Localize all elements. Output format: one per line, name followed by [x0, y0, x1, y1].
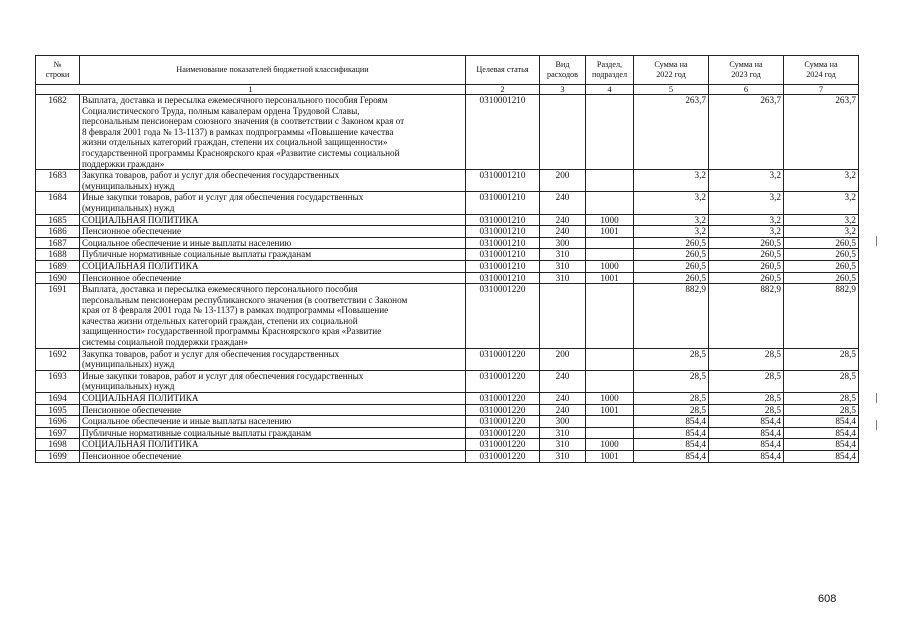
- row-number-cell: 1698: [36, 439, 80, 451]
- row-number-cell: 1683: [36, 170, 80, 192]
- section-cell: [586, 370, 634, 392]
- table-row: [36, 192, 859, 214]
- column-number-row: [36, 85, 859, 95]
- sum-2022-cell: 263,7: [634, 95, 709, 170]
- column-number: 5: [634, 85, 709, 95]
- name-line: края от 8 февраля 2001 года № 13-1137) в рамках подпрограммы «Повышение: [82, 305, 389, 316]
- header-section: Раздел, подраздел: [586, 56, 634, 85]
- row-number-cell: 1685: [36, 214, 80, 226]
- expense-type-cell: 240: [540, 214, 586, 226]
- expense-type-cell: 300: [540, 416, 586, 428]
- expense-type-cell: [540, 95, 586, 170]
- sum-2022-cell: 3,2: [634, 214, 709, 226]
- table-row: [36, 370, 859, 392]
- name-line: Пенсионное обеспечение: [82, 404, 182, 415]
- column-number: 6: [709, 85, 784, 95]
- sum-2024-cell: 854,4: [784, 427, 859, 439]
- section-cell: [586, 237, 634, 249]
- row-number-cell: 1696: [36, 416, 80, 428]
- name-line: Пенсионное обеспечение: [82, 272, 182, 283]
- sum-2022-cell: 3,2: [634, 226, 709, 238]
- table-row: [36, 237, 859, 249]
- sum-2022-cell: 28,5: [634, 404, 709, 416]
- budget-table: [35, 55, 859, 463]
- indicator-name-cell: [80, 427, 466, 439]
- target-article-cell: 0310001210: [466, 170, 540, 192]
- indicator-name-cell: [80, 404, 466, 416]
- sum-2024-cell: 882,9: [784, 284, 859, 349]
- sum-2023-cell: 3,2: [709, 170, 784, 192]
- target-article-cell: 0310001210: [466, 272, 540, 284]
- name-line: поддержки граждан»: [82, 158, 165, 169]
- target-article-cell: 0310001220: [466, 439, 540, 451]
- indicator-name-cell: [80, 370, 466, 392]
- indicator-name-cell: [80, 214, 466, 226]
- target-article-cell: 0310001210: [466, 95, 540, 170]
- column-number: 3: [540, 85, 586, 95]
- expense-type-cell: 240: [540, 192, 586, 214]
- section-cell: 1001: [586, 272, 634, 284]
- table-body: [36, 95, 859, 463]
- sum-2023-cell: 854,4: [709, 439, 784, 451]
- sum-2023-cell: 263,7: [709, 95, 784, 170]
- sum-2023-cell: 3,2: [709, 214, 784, 226]
- section-cell: [586, 416, 634, 428]
- sum-2023-cell: 882,9: [709, 284, 784, 349]
- name-line: Закупка товаров, работ и услуг для обеспечения государственных: [82, 170, 340, 181]
- expense-type-cell: 300: [540, 237, 586, 249]
- indicator-name-cell: [80, 237, 466, 249]
- header-expense-type: Вид расходов: [540, 56, 586, 85]
- name-line: СОЦИАЛЬНАЯ ПОЛИТИКА: [82, 439, 199, 450]
- margin-mark: [876, 236, 877, 246]
- row-number-cell: 1695: [36, 404, 80, 416]
- table-row: [36, 348, 859, 370]
- section-cell: 1000: [586, 393, 634, 405]
- table-header-row: [36, 56, 859, 85]
- table-row: [36, 214, 859, 226]
- sum-2022-cell: 260,5: [634, 272, 709, 284]
- table-row: [36, 427, 859, 439]
- expense-type-cell: [540, 284, 586, 349]
- table-row: [36, 416, 859, 428]
- target-article-cell: 0310001210: [466, 237, 540, 249]
- sum-2024-cell: 854,4: [784, 439, 859, 451]
- target-article-cell: 0310001220: [466, 284, 540, 349]
- sum-2023-cell: 854,4: [709, 427, 784, 439]
- column-number: 2: [466, 85, 540, 95]
- table-row: [36, 226, 859, 238]
- row-number-cell: 1682: [36, 95, 80, 170]
- table-row: [36, 170, 859, 192]
- target-article-cell: 0310001220: [466, 370, 540, 392]
- header-indicator-name: Наименование показателей бюджетной классификации: [80, 56, 466, 85]
- sum-2022-cell: 260,5: [634, 237, 709, 249]
- sum-2024-cell: 28,5: [784, 393, 859, 405]
- name-line: Иные закупки товаров, работ и услуг для обеспечения государственных: [82, 192, 364, 203]
- name-line: (муниципальных) нужд: [82, 359, 175, 370]
- row-number-cell: 1684: [36, 192, 80, 214]
- table-row: [36, 284, 859, 349]
- section-cell: [586, 170, 634, 192]
- section-cell: [586, 348, 634, 370]
- expense-type-cell: 240: [540, 393, 586, 405]
- expense-type-cell: 310: [540, 272, 586, 284]
- sum-2023-cell: 28,5: [709, 393, 784, 405]
- table-row: [36, 95, 859, 170]
- expense-type-cell: 200: [540, 348, 586, 370]
- table-row: [36, 249, 859, 261]
- header-row-number: № строки: [36, 56, 80, 85]
- name-line: жизни отдельных категорий граждан, степени их социальной защищенности»: [82, 137, 388, 148]
- section-cell: 1001: [586, 404, 634, 416]
- indicator-name-cell: [80, 284, 466, 349]
- column-number: 4: [586, 85, 634, 95]
- name-line: Публичные нормативные социальные выплаты гражданам: [82, 427, 312, 438]
- name-line: персональным пенсионерам союзного значения (в соответствии с Законом края от: [82, 116, 405, 127]
- name-line: системы социальной поддержки граждан»: [82, 337, 248, 348]
- header-target-article: Целевая статья: [466, 56, 540, 85]
- sum-2023-cell: 854,4: [709, 416, 784, 428]
- name-line: Выплата, доставка и пересылка ежемесячного персонального пособия: [82, 284, 358, 295]
- section-cell: [586, 192, 634, 214]
- sum-2024-cell: 28,5: [784, 404, 859, 416]
- indicator-name-cell: [80, 260, 466, 272]
- sum-2024-cell: 854,4: [784, 451, 859, 463]
- indicator-name-cell: [80, 170, 466, 192]
- sum-2024-cell: 260,5: [784, 237, 859, 249]
- name-line: (муниципальных) нужд: [82, 202, 175, 213]
- table-row: [36, 260, 859, 272]
- sum-2023-cell: 3,2: [709, 226, 784, 238]
- indicator-name-cell: [80, 249, 466, 261]
- sum-2023-cell: 28,5: [709, 404, 784, 416]
- expense-type-cell: 310: [540, 439, 586, 451]
- row-number-cell: 1691: [36, 284, 80, 349]
- section-cell: 1001: [586, 226, 634, 238]
- sum-2023-cell: 260,5: [709, 237, 784, 249]
- expense-type-cell: 240: [540, 226, 586, 238]
- sum-2024-cell: 260,5: [784, 260, 859, 272]
- section-cell: 1000: [586, 439, 634, 451]
- sum-2023-cell: 260,5: [709, 272, 784, 284]
- sum-2022-cell: 28,5: [634, 348, 709, 370]
- indicator-name-cell: [80, 439, 466, 451]
- sum-2023-cell: 28,5: [709, 370, 784, 392]
- indicator-name-cell: [80, 451, 466, 463]
- sum-2022-cell: 260,5: [634, 249, 709, 261]
- target-article-cell: 0310001210: [466, 249, 540, 261]
- section-cell: 1001: [586, 451, 634, 463]
- sum-2024-cell: 3,2: [784, 226, 859, 238]
- row-number-cell: 1692: [36, 348, 80, 370]
- row-number-cell: 1689: [36, 260, 80, 272]
- sum-2022-cell: 3,2: [634, 170, 709, 192]
- indicator-name-cell: [80, 226, 466, 238]
- sum-2024-cell: 3,2: [784, 214, 859, 226]
- indicator-name-cell: [80, 272, 466, 284]
- indicator-name-cell: [80, 393, 466, 405]
- row-number-cell: 1693: [36, 370, 80, 392]
- margin-mark: [876, 393, 877, 403]
- table-row: [36, 404, 859, 416]
- target-article-cell: 0310001220: [466, 348, 540, 370]
- name-line: Пенсионное обеспечение: [82, 451, 182, 461]
- header-sum-2023: Сумма на 2023 год: [709, 56, 784, 85]
- row-number-cell: 1699: [36, 451, 80, 463]
- name-line: персональным пенсионерам республиканского значения (в соответствии с Законом: [82, 294, 408, 305]
- section-cell: 1000: [586, 214, 634, 226]
- sum-2022-cell: 3,2: [634, 192, 709, 214]
- target-article-cell: 0310001210: [466, 260, 540, 272]
- column-number: 7: [784, 85, 859, 95]
- name-line: СОЦИАЛЬНАЯ ПОЛИТИКА: [82, 214, 199, 225]
- section-cell: 1000: [586, 260, 634, 272]
- sum-2024-cell: 28,5: [784, 348, 859, 370]
- row-number-cell: 1687: [36, 237, 80, 249]
- sum-2024-cell: 263,7: [784, 95, 859, 170]
- table-row: [36, 439, 859, 451]
- name-line: (муниципальных) нужд: [82, 180, 175, 191]
- name-line: Закупка товаров, работ и услуг для обеспечения государственных: [82, 348, 340, 359]
- row-number-cell: 1697: [36, 427, 80, 439]
- sum-2024-cell: 260,5: [784, 272, 859, 284]
- sum-2022-cell: 260,5: [634, 260, 709, 272]
- sum-2022-cell: 28,5: [634, 393, 709, 405]
- sum-2022-cell: 882,9: [634, 284, 709, 349]
- sum-2023-cell: 260,5: [709, 249, 784, 261]
- name-line: Иные закупки товаров, работ и услуг для обеспечения государственных: [82, 370, 364, 381]
- name-line: СОЦИАЛЬНАЯ ПОЛИТИКА: [82, 260, 199, 271]
- section-cell: [586, 95, 634, 170]
- sum-2022-cell: 854,4: [634, 451, 709, 463]
- table-row: [36, 272, 859, 284]
- sum-2023-cell: 28,5: [709, 348, 784, 370]
- page-number: 608: [818, 593, 837, 605]
- section-cell: [586, 284, 634, 349]
- name-line: Пенсионное обеспечение: [82, 226, 182, 237]
- sum-2022-cell: 854,4: [634, 439, 709, 451]
- expense-type-cell: 310: [540, 260, 586, 272]
- name-line: СОЦИАЛЬНАЯ ПОЛИТИКА: [82, 393, 199, 404]
- sum-2024-cell: 3,2: [784, 192, 859, 214]
- expense-type-cell: 240: [540, 370, 586, 392]
- sum-2022-cell: 28,5: [634, 370, 709, 392]
- name-line: Социальное обеспечение и иные выплаты населению: [82, 416, 292, 427]
- target-article-cell: 0310001210: [466, 214, 540, 226]
- target-article-cell: 0310001210: [466, 226, 540, 238]
- target-article-cell: 0310001220: [466, 451, 540, 463]
- table-row: [36, 393, 859, 405]
- target-article-cell: 0310001210: [466, 192, 540, 214]
- indicator-name-cell: [80, 192, 466, 214]
- target-article-cell: 0310001220: [466, 404, 540, 416]
- header-sum-2024: Сумма на 2024 год: [784, 56, 859, 85]
- indicator-name-cell: [80, 416, 466, 428]
- name-line: 8 февраля 2001 года № 13-1137) в рамках подпрограммы «Повышение качества: [82, 126, 394, 137]
- expense-type-cell: 310: [540, 427, 586, 439]
- sum-2023-cell: 260,5: [709, 260, 784, 272]
- name-line: Публичные нормативные социальные выплаты гражданам: [82, 249, 312, 260]
- row-number-cell: 1688: [36, 249, 80, 261]
- sum-2023-cell: 854,4: [709, 451, 784, 463]
- target-article-cell: 0310001220: [466, 393, 540, 405]
- section-cell: [586, 427, 634, 439]
- name-line: государственной программы Красноярского края «Развитие системы социальной: [82, 147, 400, 158]
- name-line: Социалистического Труда, полным кавалерам ордена Трудовой Славы,: [82, 105, 360, 116]
- header-sum-2022: Сумма на 2022 год: [634, 56, 709, 85]
- sum-2024-cell: 854,4: [784, 416, 859, 428]
- column-number: 1: [36, 85, 466, 95]
- sum-2024-cell: 260,5: [784, 249, 859, 261]
- row-number-cell: 1694: [36, 393, 80, 405]
- row-number-cell: 1690: [36, 272, 80, 284]
- table-row: [36, 451, 859, 463]
- sum-2024-cell: 3,2: [784, 170, 859, 192]
- name-line: (муниципальных) нужд: [82, 381, 175, 392]
- name-line: Социальное обеспечение и иные выплаты населению: [82, 237, 292, 248]
- row-number-cell: 1686: [36, 226, 80, 238]
- section-cell: [586, 249, 634, 261]
- name-line: защищенности» государственной программы Красноярского края «Развитие: [82, 326, 382, 337]
- target-article-cell: 0310001220: [466, 416, 540, 428]
- expense-type-cell: 240: [540, 404, 586, 416]
- indicator-name-cell: [80, 348, 466, 370]
- expense-type-cell: 310: [540, 451, 586, 463]
- expense-type-cell: 310: [540, 249, 586, 261]
- target-article-cell: 0310001220: [466, 427, 540, 439]
- indicator-name-cell: [80, 95, 466, 170]
- expense-type-cell: 200: [540, 170, 586, 192]
- sum-2022-cell: 854,4: [634, 427, 709, 439]
- sum-2023-cell: 3,2: [709, 192, 784, 214]
- margin-mark: [876, 420, 877, 430]
- sum-2024-cell: 28,5: [784, 370, 859, 392]
- name-line: Выплата, доставка и пересылка ежемесячного персонального пособия Героям: [82, 95, 388, 105]
- sum-2022-cell: 854,4: [634, 416, 709, 428]
- name-line: качества жизни отдельных категорий граждан, степени их социальной: [82, 315, 358, 326]
